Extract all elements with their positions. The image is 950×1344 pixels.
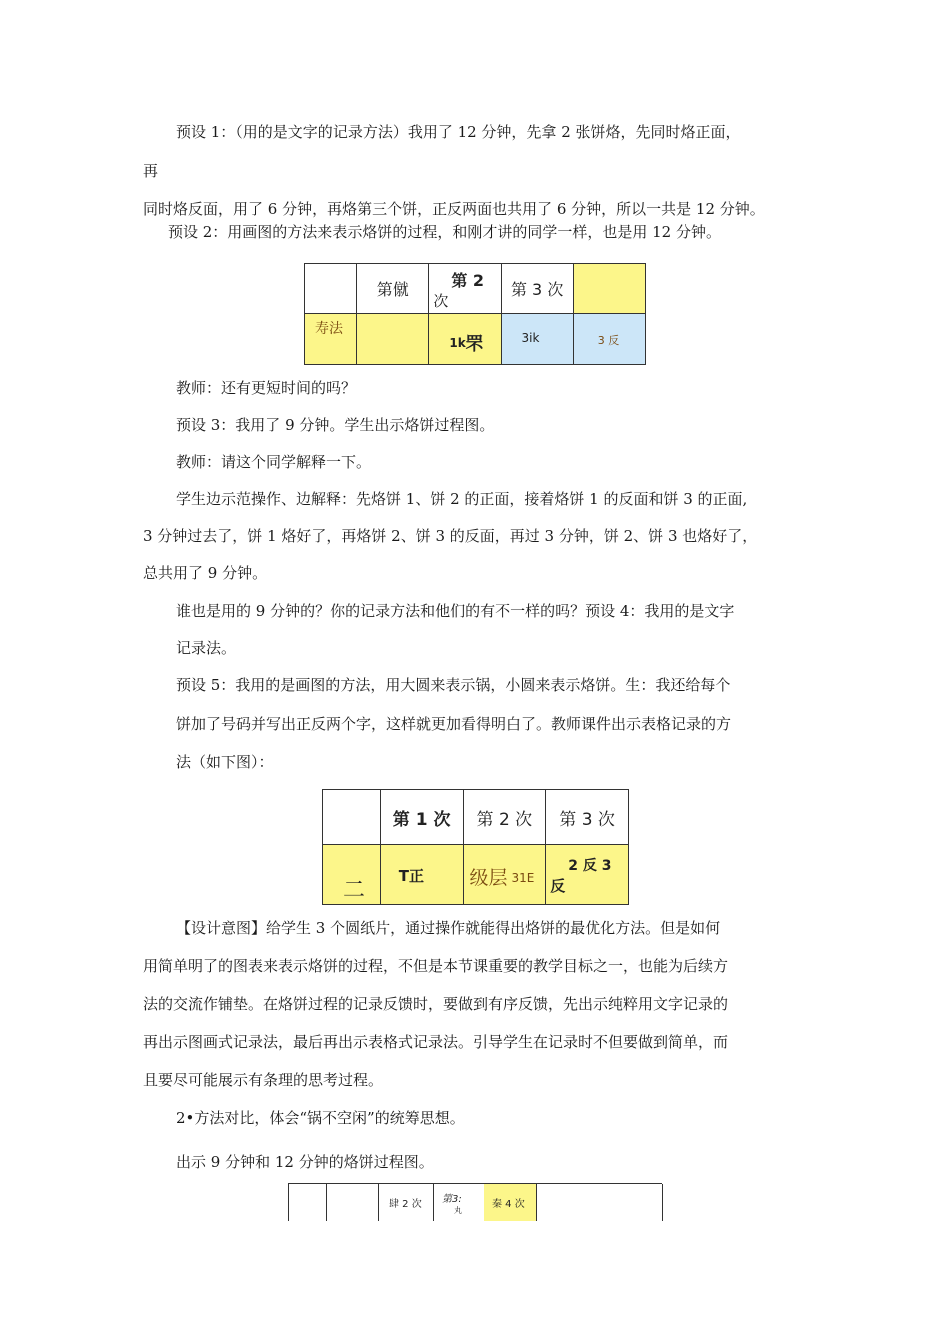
t2-row-label: 二 [323,845,381,905]
t1-cell-1 [357,314,429,365]
t1-cell-4: 3 反 [573,314,645,365]
t3-col-2 [326,1184,379,1221]
table-9-minutes [322,789,629,905]
t2-corner-cell [323,790,381,845]
para-show-process: 出示 9 分钟和 12 分钟的烙饼过程图。 [176,1153,434,1171]
para-who-else: 谁也是用的 9 分钟的？你的记录方法和他们的有不一样的吗？预设 4：我用的是文字 [176,602,735,620]
para-student-explain-2: 3 分钟过去了，饼 1 烙好了，再烙饼 2、饼 3 的反面，再过 3 分钟，饼 2、饼 3 也烙好了， [143,527,758,545]
t2-header-2: 第 2 次 [463,790,546,845]
t1-header-1: 第僦 [357,264,429,314]
t1-header-4 [573,264,645,314]
para-preset-3: 预设 3：我用了 9 分钟。学生出示烙饼过程图。 [176,416,495,434]
t2-cell-3: 2 反 3 反 [546,845,629,905]
t1-cell-2: 1k 罘 [429,314,501,365]
para-preset-5-cont: 饼加了号码并写出正反两个字，这样就更加看得明白了。教师课件出示表格记录的方 [176,715,732,733]
t3-col-3: 肆 2 次 [378,1184,434,1221]
para-design-intent-4: 再出示图画式记录法，最后再出示表格式记录法。引导学生在记录时不但要做到简单，而 [143,1033,729,1051]
t1-row-label: 寿法 [305,314,357,365]
para-student-explain-1: 学生边示范操作、边解释：先烙饼 1、饼 2 的正面，接着烙饼 1 的反面和饼 3 的正面, [176,490,748,508]
para-teacher-question: 教师：还有更短时间的吗？ [176,379,357,397]
para-preset-1: 预设 1：（用的是文字的记录方法）我用了 12 分钟，先拿 2 张饼烙，先同时烙正面， [176,123,741,141]
t1-header-3: 第 3 次 [501,264,573,314]
table-12-minutes [304,263,646,365]
t1-corner-cell [305,264,357,314]
para-method-compare: 2•方法对比，体会“锅不空闲”的统筹思想。 [176,1109,465,1127]
t3-col-1 [288,1184,327,1221]
t1-cell-3: 3ik [501,314,573,365]
para-design-intent-3: 法的交流作铺垫。在烙饼过程的记录反馈时，要做到有序反馈，先出示纯粹用文字记录的 [143,995,729,1013]
para-design-intent-2: 用简单明了的图表来表示烙饼的过程，不但是本节课重要的教学目标之一，也能为后续方 [143,957,729,975]
t3-col-6 [536,1184,663,1221]
para-preset-2: 预设 2：用画图的方法来表示烙饼的过程，和刚才讲的同学一样，也是用 12 分钟。 [168,223,721,241]
t2-cell-1: T正 [380,845,463,905]
para-preset-1-end: 同时烙反面，用了 6 分钟，再烙第三个饼，正反两面也共用了 6 分钟，所以一共是 12 分钟。 [143,200,765,218]
para-student-explain-3: 总共用了 9 分钟。 [143,564,268,582]
t1-header-2: 第 2 次 [429,264,501,314]
t2-cell-2: 级层 31E [463,845,546,905]
para-preset-5-end: 法（如下图）： [176,753,274,771]
para-preset-5: 预设 5：我用的是画图的方法，用大圆来表示锅，小圆来表示烙饼。生：我还给每个 [176,676,731,694]
t2-header-3: 第 3 次 [546,790,629,845]
para-design-intent-1: 【设计意图】给学生 3 个圆纸片，通过操作就能得出烙饼的最优化方法。但是如何 [176,919,721,937]
t2-header-1: 第 1 次 [380,790,463,845]
para-design-intent-5: 且要尽可能展示有条理的思考过程。 [143,1071,384,1089]
para-teacher-explain: 教师：请这个同学解释一下。 [176,453,372,471]
t3-col-4: 第3: 丸 [433,1184,485,1221]
t3-col-5: 秦 4 次 [484,1184,536,1221]
para-record-method: 记录法。 [176,639,237,657]
table-process-comparison [288,1183,662,1221]
para-preset-1-cont: 再 [143,162,159,180]
